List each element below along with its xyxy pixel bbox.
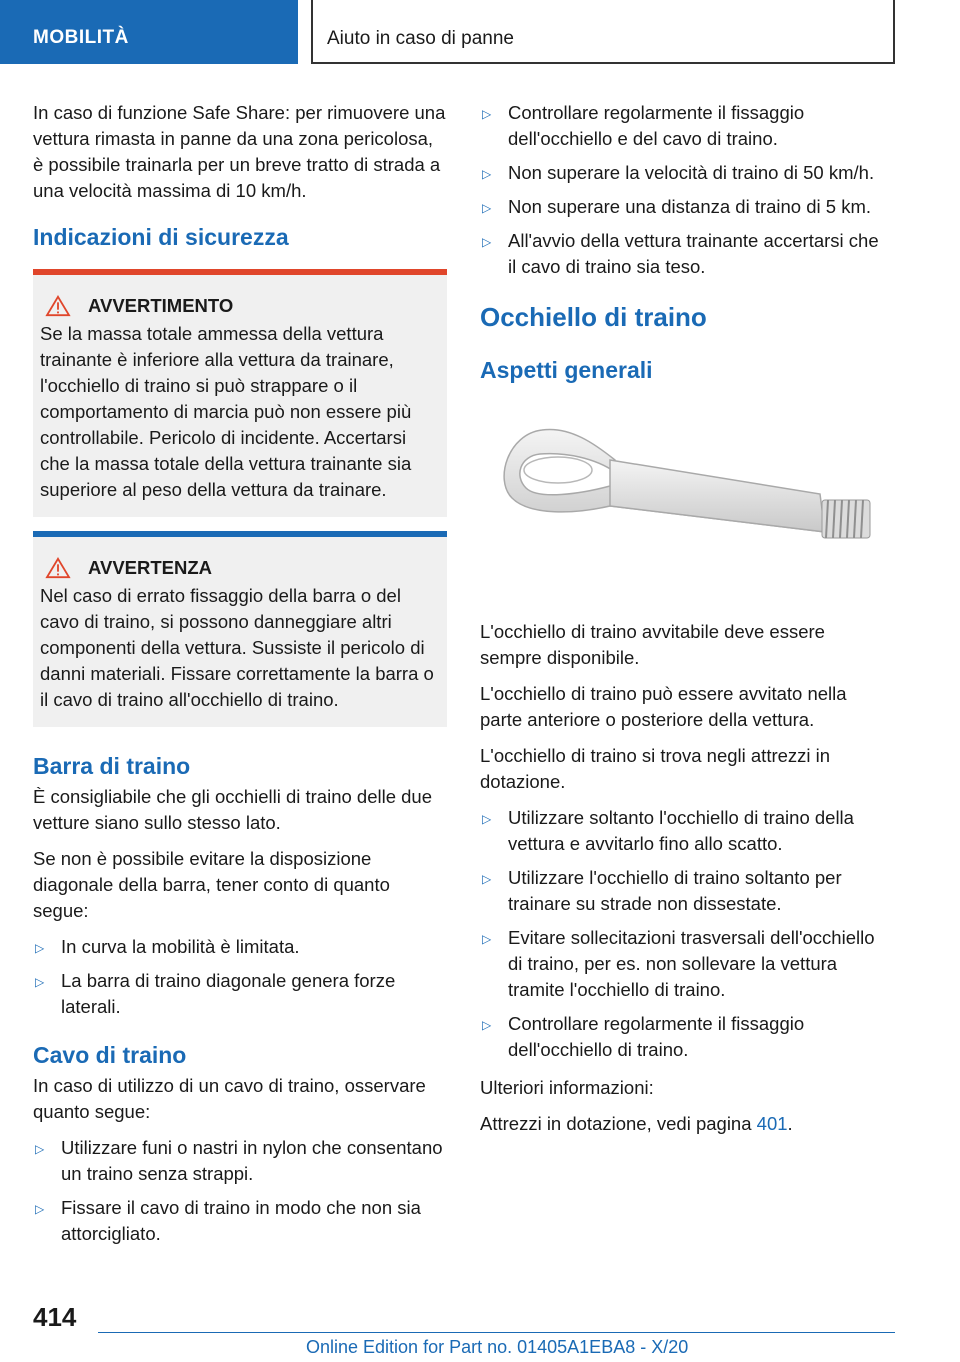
list-item (480, 228, 890, 280)
triangle-right-icon: ▷ (35, 1142, 45, 1156)
list-item (33, 968, 447, 1020)
tow-eye-paragraph-3: L'occhiello di traino si trova negli attrezzi in dotazione. (480, 745, 831, 792)
safety-heading: Indicazioni di sicurezza (33, 224, 289, 250)
intro-paragraph: In caso di funzione Safe Share: per rimuovere una vettura rimasta in panne da una zona pericolosa, è possibile trainarla per un breve tratto di strada a una velocità massima di 10 km/h. (33, 102, 446, 201)
list-item (33, 934, 447, 960)
warning-title: AVVERTIMENTO (88, 295, 234, 316)
triangle-right-icon: ▷ (482, 167, 492, 181)
triangle-right-icon: ▷ (35, 941, 45, 955)
triangle-right-icon: ▷ (482, 1018, 492, 1032)
tow-eye-illustration (480, 394, 890, 604)
list-item-text: Non superare una distanza di traino di 5 km. (508, 196, 872, 217)
bar-paragraph-2: Se non è possibile evitare la disposizione diagonale della barra, tener conto di quanto segue: (33, 848, 390, 921)
caution-box (33, 531, 447, 727)
bar-heading: Barra di traino (33, 753, 191, 779)
list-item (480, 194, 890, 220)
list-item (480, 925, 890, 1003)
list-item (33, 1195, 447, 1247)
left-column (33, 100, 447, 1257)
caution-title: AVVERTENZA (88, 557, 213, 578)
tow-eye-heading: Occhiello di traino (480, 302, 707, 332)
right-column (480, 100, 890, 1147)
section-label: MOBILITÀ (33, 27, 129, 48)
list-item (480, 865, 890, 917)
list-item (480, 100, 890, 152)
list-item (33, 1135, 447, 1187)
list-item-text: Utilizzare soltanto l'occhiello di traino della vettura e avvitarlo fino allo scatto. (508, 807, 854, 854)
triangle-right-icon: ▷ (482, 932, 492, 946)
warning-triangle-icon (44, 295, 72, 317)
triangle-right-icon: ▷ (35, 1202, 45, 1216)
tow-eye-paragraph-1: L'occhiello di traino avvitabile deve essere sempre disponibile. (480, 621, 825, 668)
cross-reference (480, 1111, 890, 1137)
list-item-text: Non superare la velocità di traino di 50 km/h. (508, 162, 875, 183)
cable-heading: Cavo di traino (33, 1042, 187, 1068)
cable-list-continued (480, 100, 890, 280)
bar-list (33, 934, 447, 1020)
triangle-right-icon: ▷ (35, 975, 45, 989)
list-item-text: La barra di traino diagonale genera forze laterali. (61, 970, 396, 1017)
list-item (480, 160, 890, 186)
warning-triangle-icon (44, 557, 72, 579)
section-tab (0, 0, 298, 64)
list-item-text: Utilizzare l'occhiello di traino soltanto per trainare su strade non dissestate. (508, 867, 842, 914)
reference-text: Attrezzi in dotazione, vedi pagina (480, 1113, 757, 1134)
reference-end: . (787, 1113, 793, 1134)
triangle-right-icon: ▷ (482, 107, 492, 121)
page-link[interactable]: 401 (756, 1113, 788, 1134)
list-item-text: Controllare regolarmente il fissaggio dell'occhiello e del cavo di traino. (508, 102, 805, 149)
list-item-text: Utilizzare funi o nastri in nylon che consentano un traino senza strappi. (61, 1137, 443, 1184)
list-item-text: All'avvio della vettura trainante accertarsi che il cavo di traino sia teso. (508, 230, 879, 277)
list-item-text: Controllare regolarmente il fissaggio dell'occhiello di traino. (508, 1013, 805, 1060)
bar-paragraph-1: È consigliabile che gli occhielli di traino delle due vetture siano sullo stesso lato. (33, 786, 433, 833)
footer-divider (98, 1332, 895, 1333)
more-info-label: Ulteriori informazioni: (480, 1077, 654, 1098)
edition-note: Online Edition for Part no. 01405A1EBA8 - X/20 (306, 1337, 689, 1357)
caution-text: Nel caso di errato fissaggio della barra o del cavo di traino, si possono danneggiare altri componenti della vettura. Sussiste il pericolo di danni materiali. Fissare correttamente la barra o il cavo di traino all'occhiello di traino. (40, 585, 434, 710)
list-item-text: In curva la mobilità è limitata. (61, 936, 300, 957)
tow-eye-list (480, 805, 890, 1063)
cable-paragraph: In caso di utilizzo di un cavo di traino, osservare quanto segue: (33, 1075, 426, 1122)
warning-box (33, 269, 447, 517)
general-heading: Aspetti generali (480, 357, 653, 383)
page-number: 414 (33, 1302, 77, 1332)
tow-eye-paragraph-2: L'occhiello di traino può essere avvitato nella parte anteriore o posteriore della vettura. (480, 683, 847, 730)
cable-list (33, 1135, 447, 1247)
list-item (480, 805, 890, 857)
triangle-right-icon: ▷ (482, 235, 492, 249)
triangle-right-icon: ▷ (482, 812, 492, 826)
warning-text: Se la massa totale ammessa della vettura trainante è inferiore alla vettura da trainare, l'occhiello di traino si può strappare o il comportamento di marcia può non essere più controllabile. Pericolo di incidente. Accertarsi che la massa totale della vettura trainante sia superiore al peso della vettura da trainare. (40, 323, 412, 500)
triangle-right-icon: ▷ (482, 201, 492, 215)
list-item-text: Evitare sollecitazioni trasversali dell'occhiello di traino, per es. non sollevare la vettura tramite l'occhiello di traino. (508, 927, 875, 1000)
chapter-title: Aiuto in caso di panne (327, 28, 514, 49)
triangle-right-icon: ▷ (482, 872, 492, 886)
list-item (480, 1011, 890, 1063)
chapter-header (311, 0, 895, 64)
list-item-text: Fissare il cavo di traino in modo che non sia attorcigliato. (61, 1197, 421, 1244)
